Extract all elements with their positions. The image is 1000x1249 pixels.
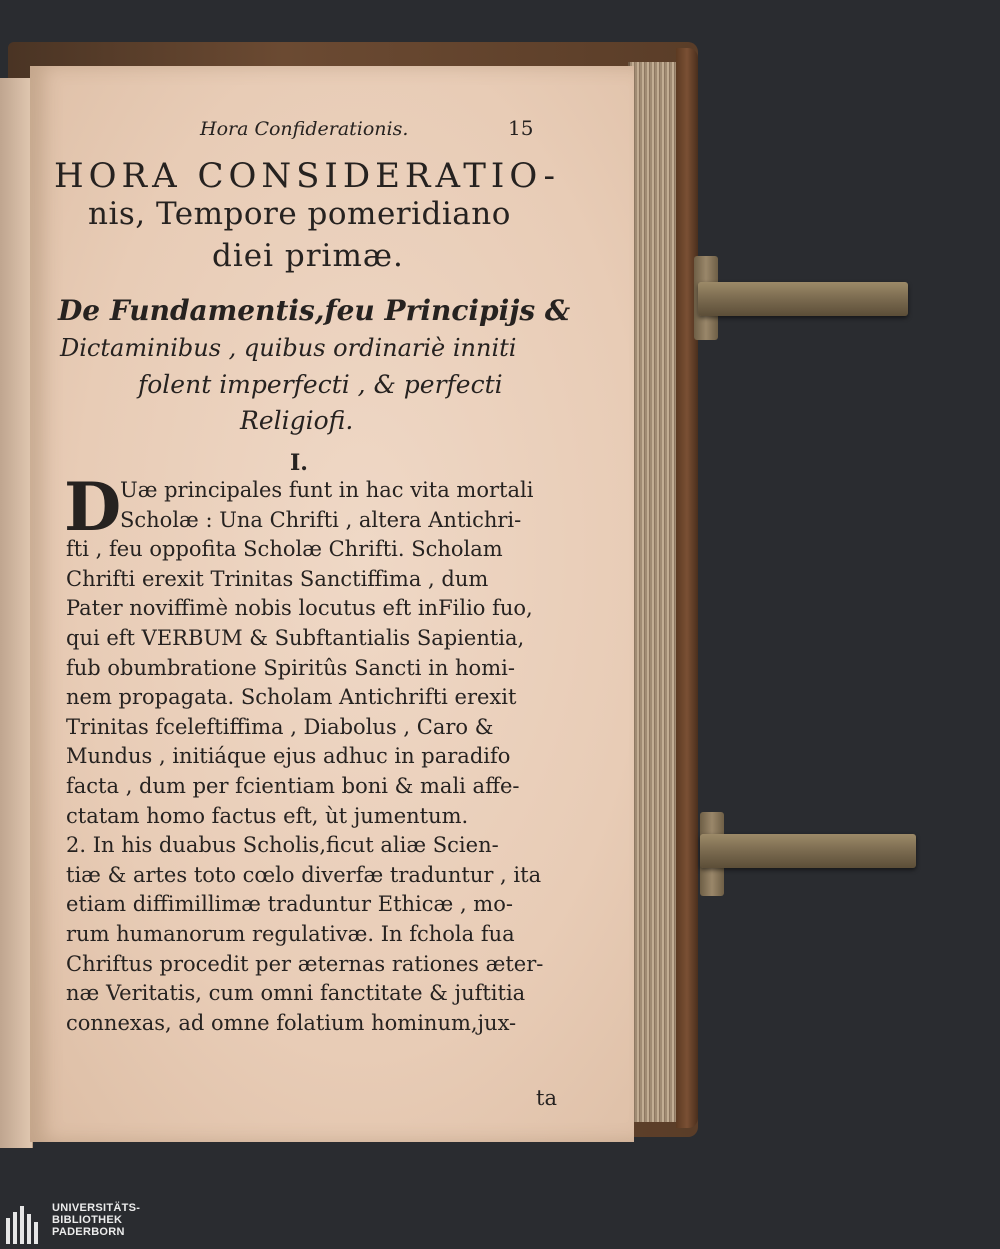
body-line: Pater noviffimè nobis locutus eft inFilio fuo, — [66, 596, 533, 621]
body-line: tiæ & artes toto cœlo diverfæ traduntur , ita — [66, 862, 542, 887]
body-line: fub obumbratione Spiritûs Sancti in homi- — [66, 655, 515, 680]
title-line-3: diei primæ. — [212, 238, 404, 274]
subtitle-line-4: Religiofi. — [240, 406, 354, 435]
drop-cap: D — [64, 468, 122, 546]
body-line: facta , dum per fcientiam boni & mali affe- — [66, 774, 520, 798]
body-line: nem propagata. Scholam Antichrifti erexit — [66, 685, 517, 710]
body-line: Trinitas fceleftiffima , Diabolus , Caro & — [66, 714, 494, 739]
body-line: Mundus , initiáque ejus adhuc in paradifo — [66, 744, 511, 769]
clasp-bottom — [700, 834, 916, 868]
running-head: Hora Confiderationis. — [200, 118, 409, 140]
body-line: 2. In his duabus Scholis,ficut aliæ Scien- — [66, 833, 499, 858]
subtitle-line-1: De Fundamentis,feu Principijs & — [58, 294, 571, 327]
book-page — [30, 66, 634, 1142]
body-line: Chrifti erexit Trinitas Sanctiffima , dum — [66, 566, 489, 591]
clasp-top — [698, 282, 908, 316]
body-line: etiam diffimillimæ traduntur Ethicæ , mo- — [66, 892, 513, 917]
body-line: qui eft VERBUM & Subftantialis Sapientia, — [66, 626, 525, 650]
library-name-line-1: UNIVERSITÄTS- — [52, 1202, 141, 1214]
title-line-1: HORA CONSIDERATIO- — [54, 156, 560, 196]
subtitle-line-3: folent imperfecti , & perfecti — [138, 370, 503, 399]
body-line: næ Veritatis, cum omni fanctitate & juftitia — [66, 981, 526, 1006]
body-line: rum humanorum regulativæ. In fchola fua — [66, 922, 515, 946]
library-name — [52, 1202, 140, 1238]
section-number: I. — [290, 450, 308, 476]
body-line: Chriftus procedit per æternas rationes æter- — [66, 951, 544, 976]
page-block-edge — [628, 62, 678, 1122]
catchword: ta — [536, 1086, 557, 1110]
body-line: Uæ principales funt in hac vita mortali — [120, 478, 534, 502]
body-line: ctatam homo factus eft, ùt jumentum. — [66, 803, 469, 828]
body-line: fti , feu oppofita Scholæ Chrifti. Scholam — [66, 537, 503, 562]
body-line: connexas, ad omne folatium hominum,jux- — [66, 1010, 517, 1035]
page-number: 15 — [508, 116, 534, 140]
library-footer — [0, 1198, 1000, 1249]
title-line-2: nis, Tempore pomeridiano — [88, 196, 511, 232]
library-logo-icon — [6, 1206, 46, 1244]
body-line: Scholæ : Una Chrifti , altera Antichri- — [120, 507, 522, 532]
subtitle-line-2: Dictaminibus , quibus ordinariè inniti — [60, 334, 517, 362]
left-page-edge — [0, 78, 33, 1148]
library-name-line-3: PADERBORN — [52, 1226, 125, 1238]
cover-board-edge — [676, 48, 698, 1128]
library-name-line-2: BIBLIOTHEK — [52, 1214, 123, 1226]
